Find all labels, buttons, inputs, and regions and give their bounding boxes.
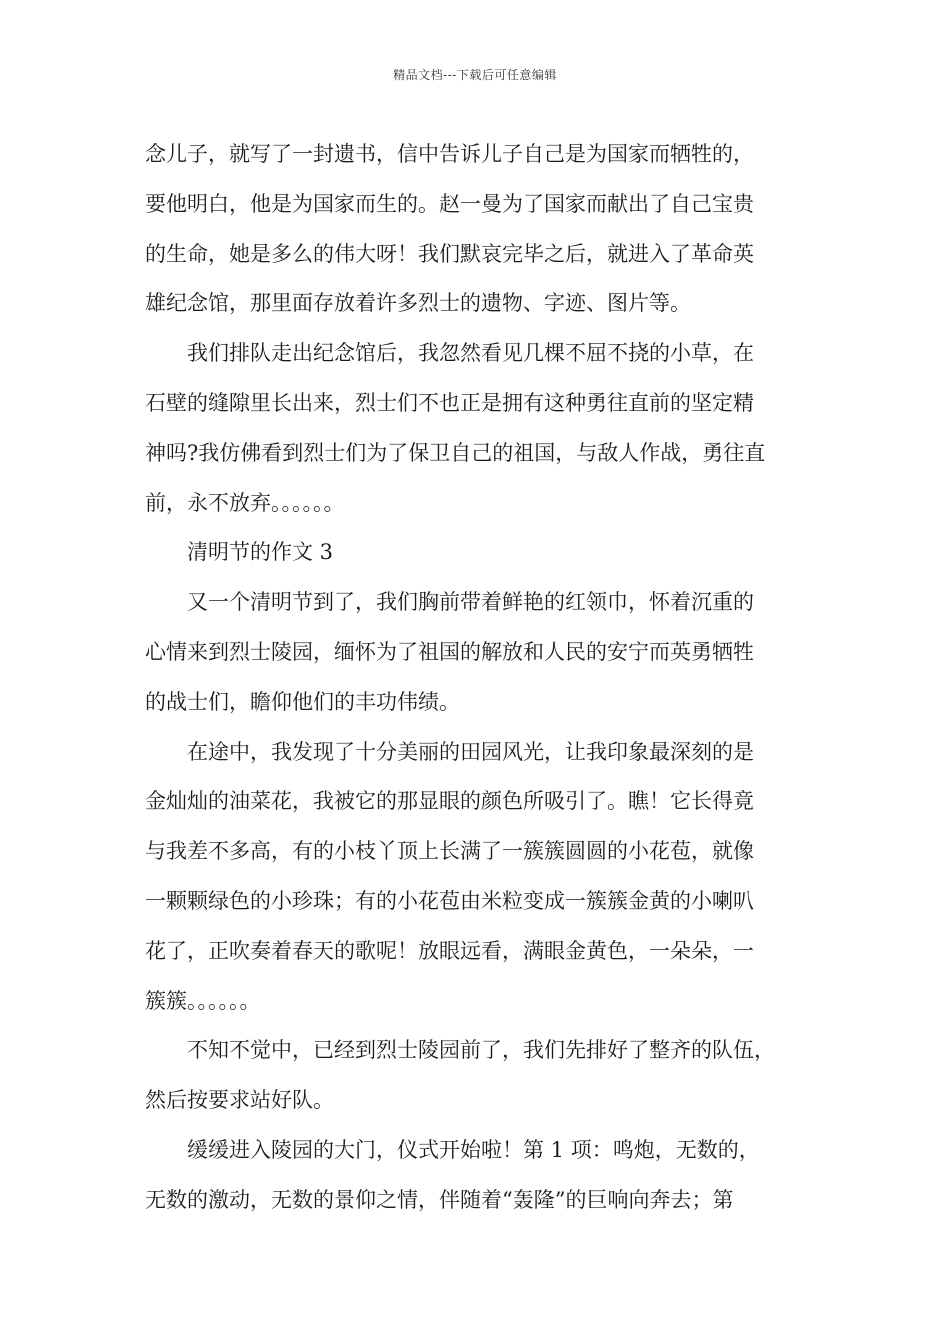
text-line: 簇簇。。。。。。 [145,988,261,1013]
text-line: 要他明白，他是为国家而生的。赵一曼为了国家而献出了自己宝贵 [145,191,754,216]
text-line: 不知不觉中，已经到烈士陵园前了，我们先排好了整齐的队伍， [187,1038,775,1063]
text-line: 金灿灿的油菜花，我被它的那显眼的颜色所吸引了。瞧！它长得竟 [145,789,754,814]
text-line: 缓缓进入陵园的大门，仪式开始啦！第 1 项：鸣炮，无数的， [187,1137,760,1162]
text-line: 的生命，她是多么的伟大呀！我们默哀完毕之后，就进入了革命英 [145,241,754,266]
text-line: 前，永不放弃。。。。。。 [145,490,345,515]
text-line: 一颗颗绿色的小珍珠；有的小花苞由米粒变成一簇簇金黄的小喇叭 [145,888,754,913]
text-line: 无数的激动，无数的景仰之情，伴随着“轰隆”的巨响向奔去；第 [145,1187,734,1212]
page-header: 精品文档---下载后可任意编辑 [393,68,557,82]
text-line: 念儿子，就写了一封遗书，信中告诉儿子自己是为国家而牺牲的， [145,142,754,166]
text-line: 又一个清明节到了，我们胸前带着鲜艳的红领巾，怀着沉重的 [187,590,754,615]
text-line: 的战士们，瞻仰他们的丰功伟绩。 [145,689,460,714]
text-line: 花了，正吹奏着春天的歌呢！放眼远看，满眼金黄色，一朵朵，一 [145,938,754,963]
document-body [145,130,805,1226]
text-line: 清明节的作文 3 [187,540,334,565]
text-line: 雄纪念馆，那里面存放着许多烈士的遗物、字迹、图片等。 [145,291,691,316]
text-line: 与我差不多高，有的小枝丫顶上长满了一簇簇圆圆的小花苞，就像 [145,839,754,864]
text-line: 我们排队走出纪念馆后，我忽然看见几棵不屈不挠的小草，在 [187,341,754,366]
text-line: 然后按要求站好队。 [145,1088,334,1113]
text-line: 在途中，我发现了十分美丽的田园风光，让我印象最深刻的是 [187,739,754,764]
text-line: 心情来到烈士陵园，缅怀为了祖国的解放和人民的安宁而英勇牺牲 [145,639,754,664]
text-line: 神吗?我仿佛看到烈士们为了保卫自己的祖国，与敌人作战，勇往直 [145,440,766,465]
text-line: 石壁的缝隙里长出来，烈士们不也正是拥有这种勇往直前的坚定精 [145,390,754,415]
